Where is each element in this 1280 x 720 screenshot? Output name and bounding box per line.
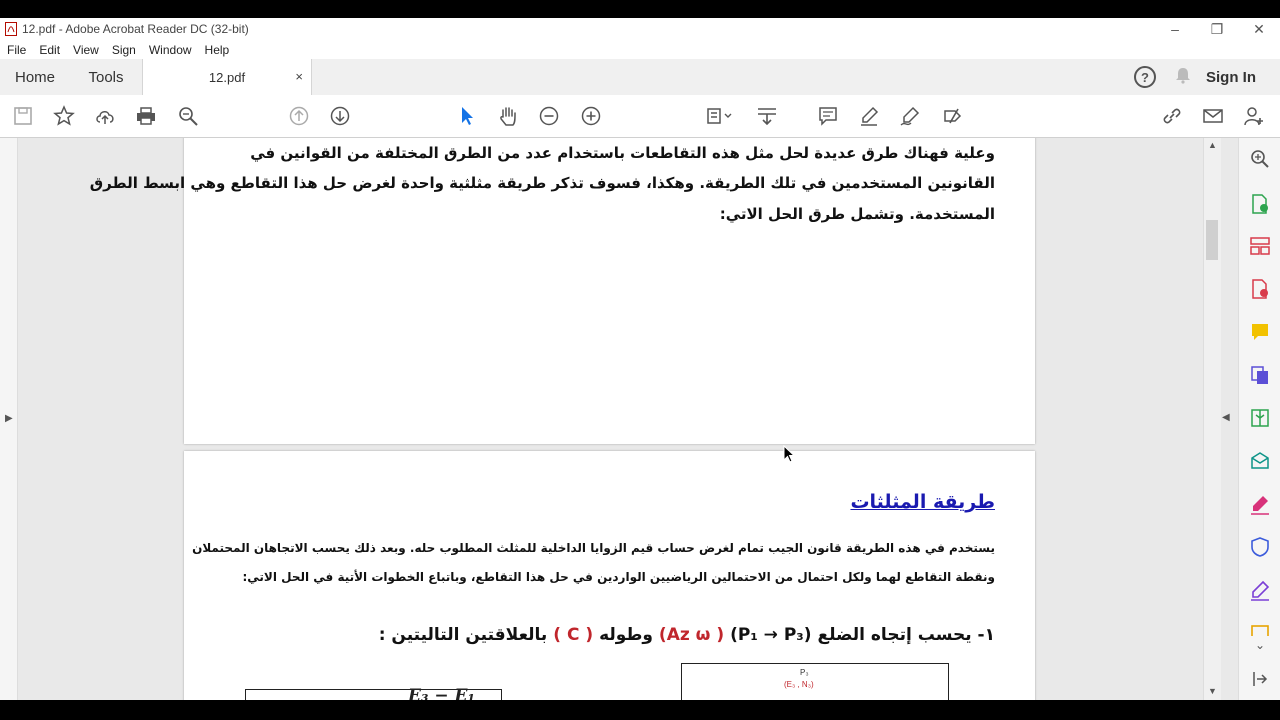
tab-home[interactable]: Home: [14, 68, 55, 86]
collapse-right-panel-icon[interactable]: ◀: [1222, 412, 1230, 423]
menu-help[interactable]: Help: [204, 42, 230, 57]
pdf-page-1: [89, 138, 1035, 444]
upload-cloud-icon[interactable]: [93, 104, 117, 128]
share-link-icon[interactable]: [1160, 104, 1184, 128]
vertical-scrollbar[interactable]: [1203, 138, 1221, 700]
step-points: (P₁ → P₃): [730, 625, 812, 645]
restore-button[interactable]: ❐: [1210, 20, 1224, 37]
scroll-down-icon[interactable]: ▼: [1208, 686, 1217, 696]
step-length: ( C ): [553, 625, 594, 645]
zoom-tool-icon[interactable]: [1249, 148, 1271, 170]
step-mid: وطوله: [599, 625, 653, 645]
email-icon[interactable]: [1201, 104, 1225, 128]
minimize-button[interactable]: –: [1171, 21, 1179, 37]
menu-view[interactable]: View: [73, 42, 99, 57]
sign-pen-icon[interactable]: [898, 104, 922, 128]
close-tab-icon[interactable]: ×: [295, 69, 303, 84]
add-user-icon[interactable]: [1242, 104, 1266, 128]
page1-text-line: القانونين المستخدمين في تلك الطريقة. وهكذا، فسوف تذكر طريقة مثلثية واحدة لغرض حل هذا التقاطع وهي ابسط الطرق: [89, 174, 995, 192]
save-icon[interactable]: [11, 104, 35, 128]
export-pdf-icon[interactable]: [1249, 193, 1271, 215]
window-title: 12.pdf - Adobe Acrobat Reader DC (32-bit): [22, 22, 249, 36]
pdf-page-2: [184, 451, 1035, 700]
scroll-mode-icon[interactable]: [755, 104, 779, 128]
organize-pages-icon[interactable]: [1249, 235, 1271, 257]
main-toolbar: [0, 95, 1280, 138]
select-cursor-icon[interactable]: [455, 104, 479, 128]
menu-bar: [0, 40, 1280, 59]
figure-coords-label: (E₃ , N₃): [784, 680, 814, 689]
scroll-up-icon[interactable]: ▲: [1208, 140, 1217, 150]
expand-left-panel-icon[interactable]: ▶: [5, 413, 13, 424]
tab-bar: [0, 59, 1280, 96]
mouse-cursor-icon: [783, 445, 795, 463]
page1-text-line: المستخدمة. وتشمل طرق الحل الاتي:: [719, 205, 995, 223]
comment-tool-icon[interactable]: [1249, 321, 1271, 343]
menu-edit[interactable]: Edit: [39, 42, 61, 57]
step-azimuth: ( Az ω): [658, 625, 725, 645]
tools-right-panel: [1238, 138, 1280, 700]
tab-document-label: 12.pdf: [208, 69, 246, 85]
menu-file[interactable]: File: [7, 42, 27, 57]
hand-tool-icon[interactable]: [496, 104, 520, 128]
highlight-pen-icon[interactable]: [857, 104, 881, 128]
more-tools-icon[interactable]: [1249, 622, 1271, 636]
notifications-bell-icon[interactable]: [1174, 66, 1192, 88]
step-one-line: [379, 625, 995, 645]
step-suffix: بالعلاقتين التاليتين :: [378, 625, 548, 645]
previous-page-icon[interactable]: [287, 104, 311, 128]
collapse-tools-panel-icon[interactable]: [1249, 668, 1271, 690]
comment-icon[interactable]: [816, 104, 840, 128]
tab-tools[interactable]: Tools: [88, 68, 124, 86]
page2-body-line: يستخدم في هذه الطريقة قانون الجيب تمام لغرض حساب قيم الزوايا الداخلية للمثلث المطلوب حله. وبعد ذلك يحسب الاتجاهان المحتملان: [192, 541, 995, 555]
equation-text: E₃ − E₁: [408, 686, 475, 700]
document-viewer[interactable]: [0, 138, 1238, 700]
create-pdf-icon[interactable]: [1249, 278, 1271, 300]
left-panel-collapsed[interactable]: [0, 138, 18, 700]
close-window-button[interactable]: ✕: [1253, 20, 1265, 37]
next-page-icon[interactable]: [328, 104, 352, 128]
help-icon[interactable]: ?: [1134, 66, 1156, 88]
screen-top-edge: [0, 0, 1280, 18]
fill-sign-icon[interactable]: [940, 104, 964, 128]
figure-point-label: P₃: [800, 668, 809, 677]
sign-in-button[interactable]: Sign In: [1206, 68, 1256, 86]
tab-document[interactable]: [142, 59, 312, 95]
bookmark-star-icon[interactable]: [52, 104, 76, 128]
screen-bottom-edge: [0, 700, 1280, 720]
equation-box: [245, 686, 502, 700]
fit-page-icon[interactable]: [704, 104, 736, 128]
title-bar: [0, 18, 1280, 40]
zoom-out-icon[interactable]: [537, 104, 561, 128]
send-for-review-icon[interactable]: [1249, 450, 1271, 472]
fill-sign-tool-icon[interactable]: [1249, 493, 1271, 515]
find-zoom-icon[interactable]: [176, 104, 200, 128]
step-prefix: ١- يحسب إتجاه الضلع: [817, 625, 995, 645]
menu-sign[interactable]: Sign: [111, 42, 136, 57]
combine-files-icon[interactable]: [1249, 364, 1271, 386]
pdf-file-icon: [5, 22, 17, 36]
edit-pdf-icon[interactable]: [1249, 579, 1271, 601]
menu-window[interactable]: Window: [148, 42, 192, 57]
protect-icon[interactable]: [1249, 536, 1271, 558]
page2-body-line: ونقطة التقاطع لهما ولكل احتمال من الاحتمالين الرياضيين الواردين في حل هذا التقاطع، وباتباع الخطوات الأتية في الحل الاتي:: [242, 570, 995, 584]
scrollbar-thumb[interactable]: [1206, 220, 1218, 260]
zoom-in-icon[interactable]: [579, 104, 603, 128]
panel-scroll-down-icon[interactable]: ⌄: [1254, 638, 1266, 652]
page1-text-line: وعلية فهناك طرق عديدة لحل مثل هذه التقاطعات باستخدام عدد من الطرق المختلفة من القوانين في: [250, 144, 995, 162]
figure-box: [681, 663, 949, 700]
section-heading: طريقة المثلثات: [850, 491, 995, 513]
print-icon[interactable]: [134, 104, 158, 128]
compress-icon[interactable]: [1249, 407, 1271, 429]
